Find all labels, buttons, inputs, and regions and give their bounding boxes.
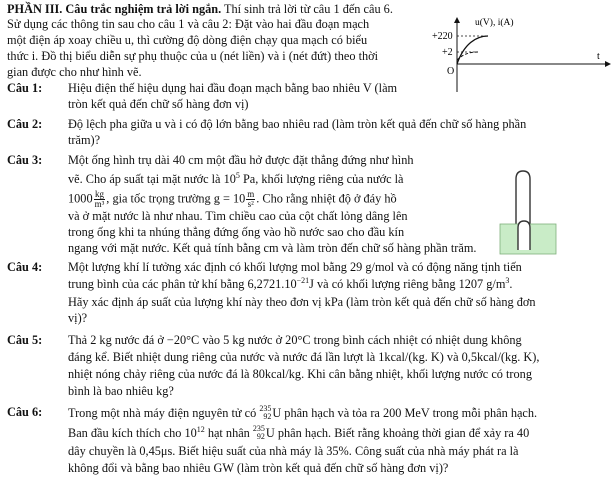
q3-line-5: trong ống khi ta nhúng thẳng đứng ống vào hồ nước sao cho đầu kín <box>68 225 405 239</box>
q3-g-unit <box>246 190 255 209</box>
ui-graph <box>432 14 612 96</box>
y-axis-arrow <box>454 17 460 23</box>
graph-time-label: t <box>597 51 600 62</box>
q5-line-3: nhiệt nóng chảy riêng của nước đá là 80kcal/kg. Khi cân bằng nhiệt, khối lượng nước có trong <box>68 367 532 381</box>
q4-line-2-end: . <box>509 277 513 291</box>
q3-line-2-rest: Pa, khối lượng riêng của nước là <box>239 172 404 186</box>
section-header <box>7 2 393 17</box>
q6-isotope-symbol: U <box>272 406 282 420</box>
graph-axis-label: u(V), i(A) <box>475 18 514 28</box>
tube-outline-immersed <box>518 221 530 250</box>
intro-line-4: gian được cho như hình vẽ. <box>7 65 142 79</box>
q3-line-2 <box>68 172 404 187</box>
q6-isotope-mass: 235 <box>259 404 272 413</box>
q4-line-2-mid: J và có khối lượng riêng bằng 1207 g/m <box>309 277 506 291</box>
q4-line-2-text: trung bình của các phân tử khí bằng 6,2721.10 <box>68 277 297 291</box>
q6-isotope-symbol-2: U <box>265 426 275 440</box>
q5-line-4: bình là bao nhiêu kg? <box>68 384 174 398</box>
q4-energy-exp: −21 <box>296 275 310 285</box>
q3-g-unit-den: s² <box>247 199 254 209</box>
intro-line-3: thức i. Đồ thị biểu diễn sự phụ thuộc của u (nét liền) và i (nét đứt) theo thời <box>7 49 379 63</box>
section-note: Thí sinh trả lời từ câu 1 đến câu 6. <box>221 2 393 16</box>
q5-label: Câu 5: <box>7 333 43 347</box>
q2-line-1: Độ lệch pha giữa u và i có độ lớn bằng bao nhiêu rad (làm tròn kết quả đến chữ số hàng phần <box>68 117 527 131</box>
u-curve <box>457 36 488 64</box>
q3-line-1: Một ống hình trụ dài 40 cm một đầu hở được đặt thẳng đứng như hình <box>68 153 414 167</box>
q3-line-3 <box>68 190 397 209</box>
graph-tick-u: +220 <box>432 31 453 42</box>
q3-line-6: ngang với mặt nước. Kết quả tính bằng cm và làm tròn đến chữ số hàng phần trăm. <box>68 241 477 255</box>
q4-line-2 <box>68 277 512 292</box>
q6-isotope-mass-2: 235 <box>252 424 265 433</box>
q6-line-3: dây chuyền là 0,45μs. Biết hiệu suất của nhà máy là 35%. Công suất của nhà máy phát ra là <box>68 444 519 458</box>
q6-line-1-text: Trong một nhà máy điện nguyên tử có <box>68 406 260 420</box>
q4-density-exp: 3 <box>505 275 510 285</box>
q3-line-4: và ở mặt nước là như nhau. Tìm chiều cao của cột chất lỏng dâng lên <box>68 209 408 223</box>
q3-g-unit-num: m <box>247 189 255 199</box>
q2-line-2: trăm)? <box>68 133 101 147</box>
graph-tick-i: +2 <box>442 47 453 58</box>
x-axis-arrow <box>605 61 611 67</box>
q3-pressure-exp: 5 <box>235 170 240 180</box>
q1-line-2: tròn kết quả đến chữ số hàng đơn vị) <box>68 97 249 111</box>
q3-label: Câu 3: <box>7 153 43 167</box>
q6-line-4: không đổi và bằng bao nhiêu GW (làm tròn kết quả đến chữ số hàng đơn vị)? <box>68 461 449 475</box>
q3-line-3-rest: . Cho rằng nhiệt độ ở đáy hồ <box>256 191 397 206</box>
q6-line-1-rest: phân hạch và tỏa ra 200 MeV trong mỗi phân hạch. <box>281 406 538 420</box>
q4-label: Câu 4: <box>7 260 43 274</box>
q6-line-2-mid: hạt nhân <box>204 426 253 440</box>
intro-line-2: một điện áp xoay chiều u, thì cường độ dòng điện chạy qua mạch có biểu <box>7 33 368 47</box>
q3-line-2-text: vẽ. Cho áp suất tại mặt nước là 10 <box>68 172 236 186</box>
q6-label: Câu 6: <box>7 405 43 419</box>
tube-figure-immersed <box>498 212 560 256</box>
section-title: PHẦN III. Câu trắc nghiệm trả lời ngắn. <box>7 2 222 16</box>
q6-isotope-z: 92 <box>263 412 272 421</box>
q4-line-4: vị)? <box>68 311 88 325</box>
q3-density-unit-den: m³ <box>94 199 105 209</box>
q6-line-2-text: Ban đầu kích thích cho 10 <box>68 426 197 440</box>
q2-label: Câu 2: <box>7 117 43 131</box>
q4-line-1: Một lượng khí lí tưởng xác định có khối lượng mol bằng 29 g/mol và có động năng tịnh tiến <box>68 260 522 274</box>
q3-density-value: 1000 <box>68 191 93 206</box>
q6-line-1 <box>68 405 537 421</box>
q5-line-1: Thả 2 kg nước đá ở −20°C vào 5 kg nước ở 20°C trong bình cách nhiệt có nhiệt dung không <box>68 333 522 347</box>
q1-label: Câu 1: <box>7 81 43 95</box>
q3-density-unit-num: kg <box>94 189 104 199</box>
q6-isotope-numbers-2 <box>253 425 265 441</box>
q6-isotope-numbers <box>259 405 271 421</box>
q5-line-2: đáng kể. Biết nhiệt dung riêng của nước và nước đá lần lượt là 1kcal/(kg. K) và 0,5kcal/(kg. K), <box>68 350 540 364</box>
q6-line-2-rest: phân hạch. Biết rằng khoảng thời gian để xảy ra 40 <box>274 426 530 440</box>
q3-line-3-text: , gia tốc trọng trường g = 10 <box>106 191 246 206</box>
q6-count-exp: 12 <box>196 424 205 434</box>
q4-line-3: Hãy xác định áp suất của lượng khí này theo đơn vị kPa (làm tròn kết quả đến chữ số hàng đơn <box>68 295 536 309</box>
graph-origin: O <box>447 66 455 77</box>
q6-isotope-z-2: 92 <box>256 432 265 441</box>
q6-line-2 <box>68 425 529 441</box>
intro-line-1: Sử dụng các thông tin sau cho câu 1 và câu 2: Đặt vào hai đầu đoạn mạch <box>7 17 370 31</box>
q1-line-1: Hiệu điện thế hiệu dụng hai đầu đoạn mạch bằng bao nhiêu V (làm <box>68 81 398 95</box>
q3-density-unit <box>94 190 106 209</box>
